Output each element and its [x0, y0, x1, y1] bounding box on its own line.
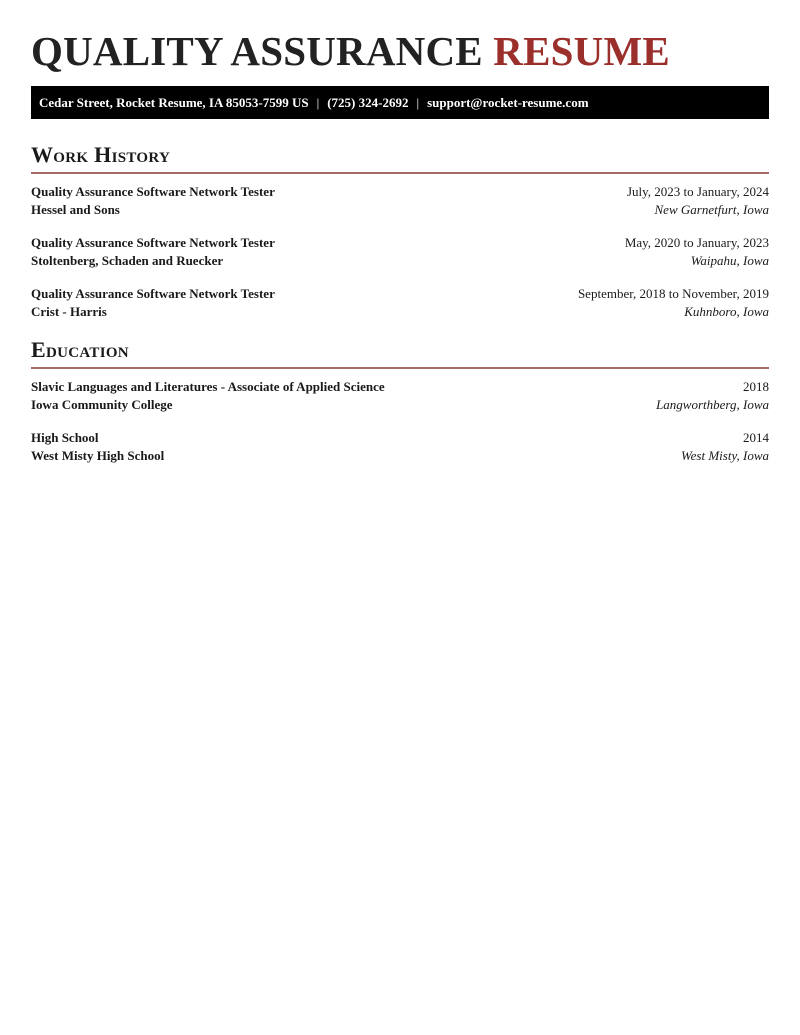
education-location: Langworthberg, Iowa	[656, 396, 769, 412]
job-company: Hessel and Sons	[31, 201, 120, 217]
job-title: Quality Assurance Software Network Tester	[31, 286, 275, 301]
job-dates: September, 2018 to November, 2019	[577, 286, 769, 301]
education-school: Iowa Community College	[31, 396, 173, 412]
education-school-row	[31, 447, 769, 465]
education-heading: Education	[31, 337, 129, 362]
job-company-row	[31, 201, 769, 219]
job-company: Stoltenberg, Schaden and Ruecker	[31, 252, 224, 268]
education-entry	[31, 378, 769, 413]
title-main: QUALITY ASSURANCE	[31, 28, 483, 74]
education-school-row	[31, 396, 769, 414]
job-dates: July, 2023 to January, 2024	[626, 184, 769, 199]
job-header-row	[31, 285, 769, 303]
section-divider	[31, 367, 769, 369]
education-school: West Misty High School	[31, 447, 165, 463]
contact-bar	[31, 86, 769, 119]
contact-separator: |	[416, 95, 420, 110]
job-entry	[31, 183, 769, 218]
job-location: Waipahu, Iowa	[690, 252, 769, 268]
job-title: Quality Assurance Software Network Tester	[31, 235, 275, 250]
resume-title	[31, 0, 769, 74]
education-location: West Misty, Iowa	[681, 447, 769, 463]
job-company-row	[31, 303, 769, 321]
resume-page	[0, 0, 800, 464]
work-history-heading: Work History	[31, 142, 171, 167]
title-accent: RESUME	[493, 28, 670, 74]
contact-separator: |	[316, 95, 320, 110]
job-entry	[31, 234, 769, 269]
work-history-section	[31, 141, 769, 320]
job-header-row	[31, 183, 769, 201]
job-location: New Garnetfurt, Iowa	[654, 201, 769, 217]
education-section	[31, 336, 769, 464]
contact-phone[interactable]: (725) 324-2692	[327, 95, 409, 110]
job-location: Kuhnboro, Iowa	[684, 303, 769, 319]
education-degree: High School	[31, 430, 99, 445]
contact-email[interactable]: support@rocket-resume.com	[427, 95, 589, 110]
education-header-row	[31, 378, 769, 396]
job-header-row	[31, 234, 769, 252]
section-divider	[31, 172, 769, 174]
job-company-row	[31, 252, 769, 270]
job-entry	[31, 285, 769, 320]
education-degree: Slavic Languages and Literatures - Associate of Applied Science	[31, 379, 385, 394]
education-header-row	[31, 429, 769, 447]
education-year: 2018	[743, 379, 769, 394]
education-entry	[31, 429, 769, 464]
job-title: Quality Assurance Software Network Tester	[31, 184, 275, 199]
job-company: Crist - Harris	[31, 303, 107, 319]
job-dates: May, 2020 to January, 2023	[624, 235, 769, 250]
contact-address: Cedar Street, Rocket Resume, IA 85053-7599 US	[39, 95, 309, 110]
education-year: 2014	[743, 430, 769, 445]
